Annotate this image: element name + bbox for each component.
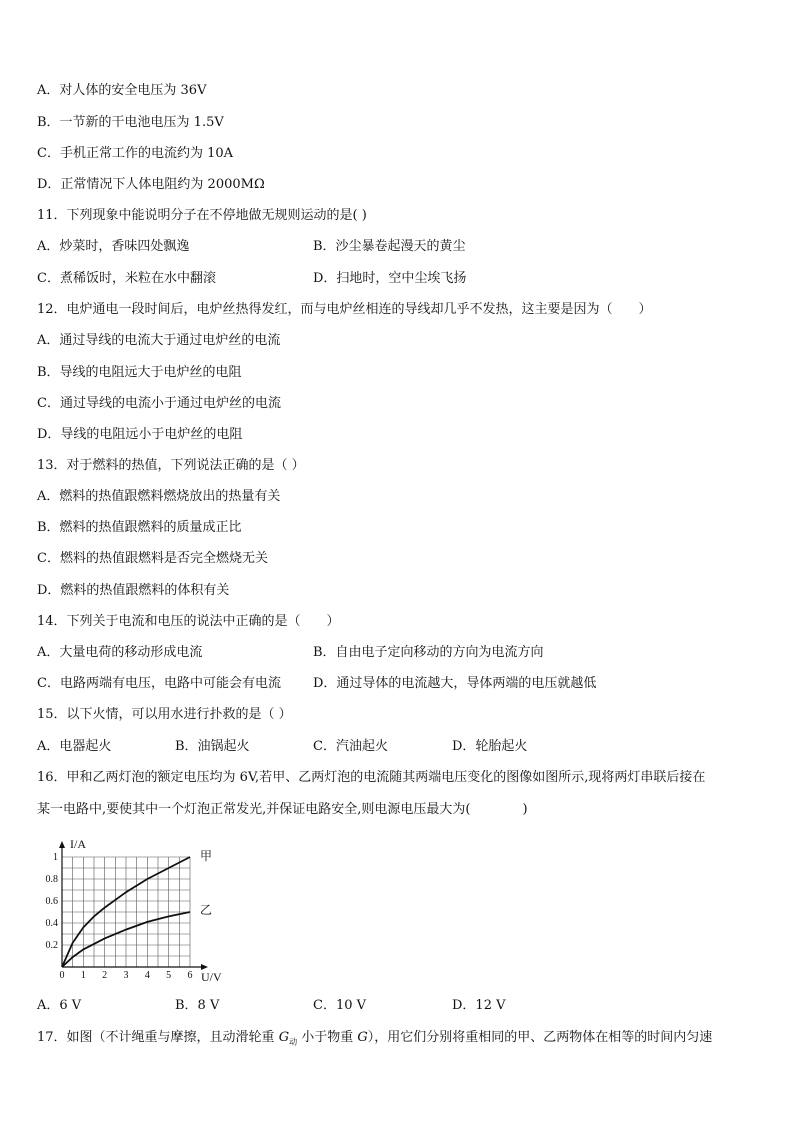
iu-graph <box>40 836 230 986</box>
q16-option-c: C．10 V <box>313 998 367 1013</box>
y-tick-label: 0.4 <box>45 918 58 929</box>
x-tick-label: 4 <box>144 970 150 981</box>
q15-option-d: D．轮胎起火 <box>452 739 528 754</box>
y-tick-label: 0.2 <box>45 940 58 951</box>
y-tick-label: 0.8 <box>45 874 58 885</box>
q12-option-a: A．通过导线的电流大于通过电炉丝的电流 <box>37 333 281 348</box>
q11-option-b: B．沙尘暴卷起漫天的黄尘 <box>313 239 466 254</box>
q16-option-d: D．12 V <box>452 998 506 1013</box>
x-tick-label: 2 <box>102 970 108 981</box>
q11-stem: 11．下列现象中能说明分子在不停地做无规则运动的是( ) <box>37 208 367 223</box>
q13-option-c: C．燃料的热值跟燃料是否完全燃烧无关 <box>37 551 268 566</box>
q12-option-b: B．导线的电阻远大于电炉丝的电阻 <box>37 365 242 380</box>
q13-option-d: D．燃料的热值跟燃料的体积有关 <box>37 583 230 598</box>
q15-option-a: A．电器起火 <box>37 739 112 754</box>
q16-option-a: A．6 V <box>37 998 82 1013</box>
q17-g-wu: G <box>357 1030 368 1045</box>
q16-option-b: B．8 V <box>175 998 220 1013</box>
q14-option-b: B．自由电子定向移动的方向为电流方向 <box>313 645 544 660</box>
series-label-jia: 甲 <box>200 849 213 863</box>
q17-stem-suffix: ），用它们分别将重相同的甲、乙两物体在相等的时间内匀速 <box>367 1030 713 1045</box>
q11-option-a: A．炒菜时，香味四处飘逸 <box>37 239 190 254</box>
q14-option-d: D．通过导体的电流越大，导体两端的电压就越低 <box>313 676 597 691</box>
q10-option-a: A．对人体的安全电压为 36V <box>37 83 207 98</box>
q17-stem-middle: 小于物重 <box>297 1030 358 1045</box>
q12-option-d: D．导线的电阻远小于电炉丝的电阻 <box>37 427 243 442</box>
q16-stem-line1: 16．甲和乙两灯泡的额定电压均为 6V,若甲、乙两灯泡的电流随其两端电压变化的图像如图所示,现将两灯串联后接在 <box>37 770 706 785</box>
x-tick-label: 6 <box>187 970 193 981</box>
q17-stem-prefix: 17．如图（不计绳重与摩擦，且动滑轮重 <box>37 1030 279 1045</box>
q13-option-a: A．燃料的热值跟燃料燃烧放出的热量有关 <box>37 489 281 504</box>
x-tick-label: 3 <box>123 970 129 981</box>
x-tick-label: 5 <box>166 970 172 981</box>
q12-option-c: C．通过导线的电流小于通过电炉丝的电流 <box>37 396 281 411</box>
q17-g-dong-subscript: 动 <box>289 1037 298 1047</box>
q10-option-b: B．一节新的干电池电压为 1.5V <box>37 115 224 130</box>
q15-option-b: B．油锅起火 <box>175 739 250 754</box>
q11-option-d: D．扫地时，空中尘埃飞扬 <box>313 271 467 286</box>
y-tick-label: 0.6 <box>45 896 58 907</box>
q14-option-c: C．电路两端有电压，电路中可能会有电流 <box>37 676 281 691</box>
series-label-yi: 乙 <box>200 903 213 917</box>
q11-option-c: C．煮稀饭时，米粒在水中翻滚 <box>37 271 216 286</box>
q14-stem: 14．下列关于电流和电压的说法中正确的是（ ） <box>37 614 340 629</box>
q15-stem: 15．以下火情，可以用水进行扑救的是（ ） <box>37 707 292 722</box>
q17-stem <box>37 1029 712 1052</box>
q10-option-c: C．手机正常工作的电流约为 10A <box>37 146 234 161</box>
y-axis-arrow <box>59 841 65 848</box>
q10-option-d: D．正常情况下人体电阻约为 2000MΩ <box>37 177 265 192</box>
q16-stem-line2: 某一电路中,要使其中一个灯泡正常发光,并保证电路安全,则电源电压最大为( ) <box>37 802 528 817</box>
q14-option-a: A．大量电荷的移动形成电流 <box>37 645 203 660</box>
x-axis-label: U/V <box>201 970 222 984</box>
q12-stem: 12．电炉通电一段时间后，电炉丝热得发红，而与电炉丝相连的导线却几乎不发热，这主要是因为（ ） <box>37 302 652 317</box>
q13-option-b: B．燃料的热值跟燃料的质量成正比 <box>37 520 242 535</box>
x-tick-label: 1 <box>80 970 86 981</box>
y-tick-label: 1 <box>53 852 58 863</box>
y-axis-label: I/A <box>70 837 86 851</box>
q15-option-c: C．汽油起火 <box>313 739 388 754</box>
x-tick-label: 0 <box>59 970 65 981</box>
q17-g-dong: G <box>278 1030 290 1045</box>
q13-stem: 13．对于燃料的热值，下列说法正确的是（ ） <box>37 458 305 473</box>
